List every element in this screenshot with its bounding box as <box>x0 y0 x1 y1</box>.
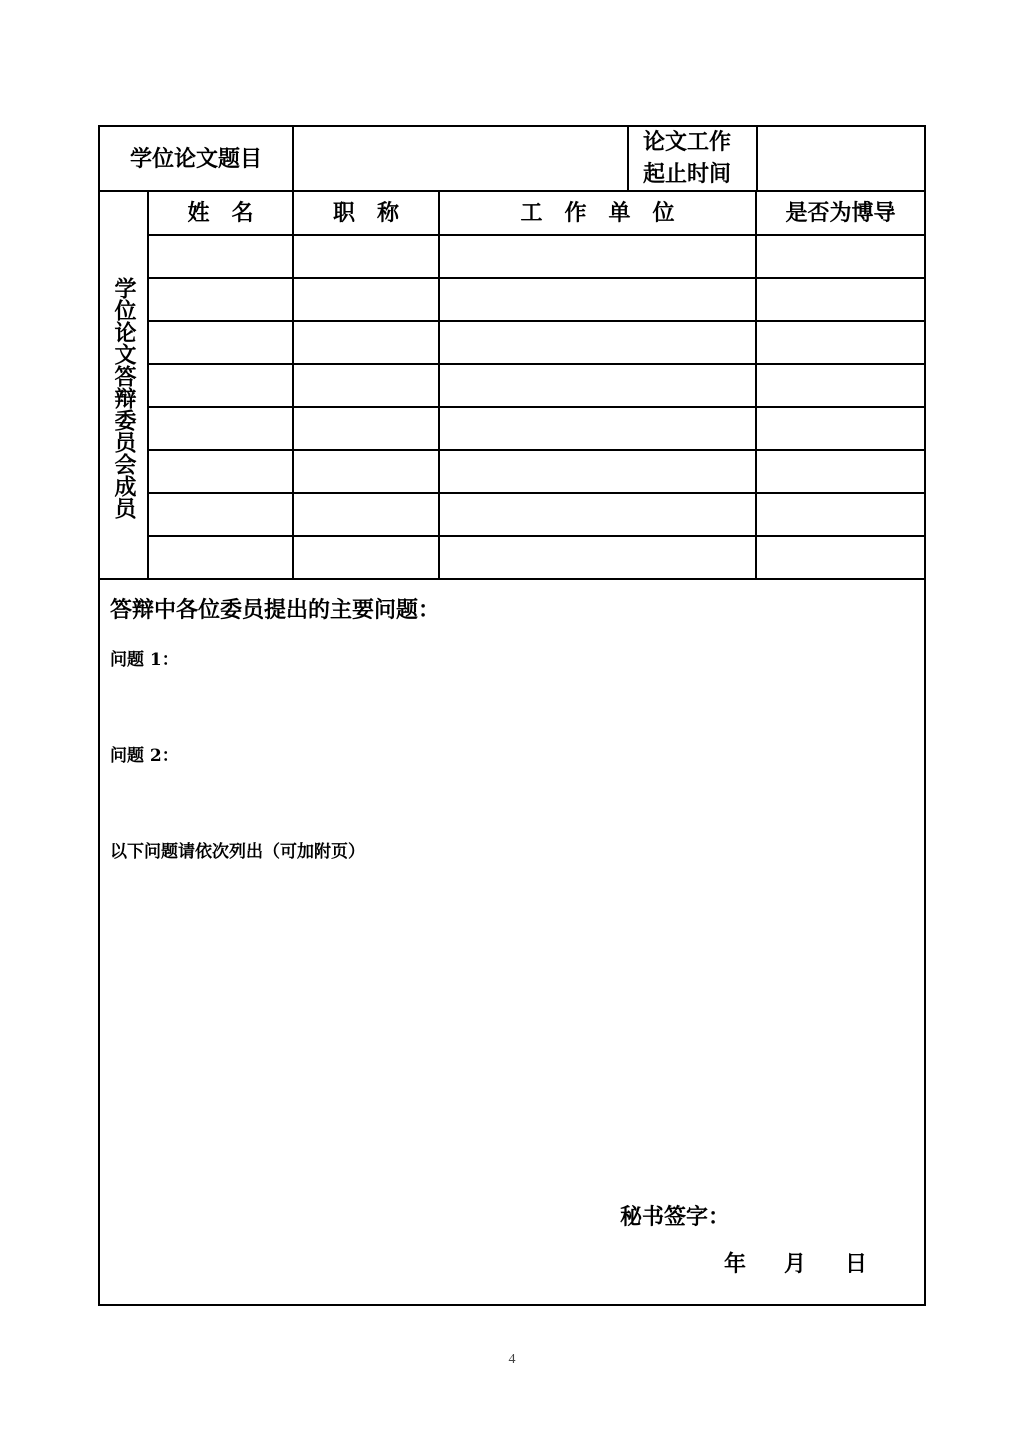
committee-cell-unit[interactable] <box>440 365 755 406</box>
committee-cell-phd-advisor[interactable] <box>757 365 924 406</box>
committee-side-label: 学位论文答辩委员会成员 <box>111 277 137 519</box>
committee-cell-name[interactable] <box>149 451 292 492</box>
committee-cell-phd-advisor[interactable] <box>757 451 924 492</box>
committee-cell-unit[interactable] <box>440 451 755 492</box>
date-year: 年 <box>724 1251 747 1277</box>
committee-cell-unit[interactable] <box>440 322 755 363</box>
question-1-label: 问题 1： <box>110 650 179 670</box>
secretary-signature-field[interactable] <box>730 1197 910 1237</box>
date-month: 月 <box>784 1251 807 1277</box>
period-field[interactable] <box>758 127 924 190</box>
committee-cell-unit[interactable] <box>440 408 755 449</box>
committee-cell-phd-advisor[interactable] <box>757 279 924 320</box>
questions-heading: 答辩中各位委员提出的主要问题： <box>110 597 441 623</box>
question-2-label: 问题 2： <box>110 746 179 766</box>
committee-cell-rank[interactable] <box>294 451 438 492</box>
committee-cell-unit[interactable] <box>440 494 755 535</box>
committee-cell-name[interactable] <box>149 279 292 320</box>
committee-cell-phd-advisor[interactable] <box>757 494 924 535</box>
committee-cell-name[interactable] <box>149 537 292 578</box>
committee-cell-phd-advisor[interactable] <box>757 537 924 578</box>
divider-header <box>100 190 924 192</box>
defense-record-form <box>98 125 926 1306</box>
committee-cell-rank[interactable] <box>294 494 438 535</box>
divider-committee-end <box>100 578 924 580</box>
committee-cell-name[interactable] <box>149 322 292 363</box>
vline-period-left <box>627 127 629 191</box>
more-questions-field[interactable] <box>110 872 910 1172</box>
committee-cell-phd-advisor[interactable] <box>757 236 924 277</box>
committee-cell-rank[interactable] <box>294 537 438 578</box>
col-header-rank: 职 称 <box>332 200 399 226</box>
committee-cell-phd-advisor[interactable] <box>757 322 924 363</box>
secretary-signature-label: 秘书签字： <box>620 1204 731 1230</box>
thesis-title-field[interactable] <box>294 127 627 190</box>
question-2-field[interactable] <box>110 771 910 831</box>
col-header-name: 姓 名 <box>187 200 254 226</box>
col-header-phd-advisor: 是否为博导 <box>785 200 896 226</box>
committee-cell-unit[interactable] <box>440 537 755 578</box>
committee-cell-rank[interactable] <box>294 365 438 406</box>
more-questions-note: 以下问题请依次列出（可加附页） <box>110 842 365 862</box>
committee-cell-rank[interactable] <box>294 236 438 277</box>
question-1-field[interactable] <box>110 675 910 735</box>
committee-cell-phd-advisor[interactable] <box>757 408 924 449</box>
committee-cell-rank[interactable] <box>294 408 438 449</box>
committee-cell-name[interactable] <box>149 494 292 535</box>
page-number: 4 <box>508 1352 516 1367</box>
committee-cell-unit[interactable] <box>440 279 755 320</box>
committee-cell-rank[interactable] <box>294 322 438 363</box>
committee-cell-name[interactable] <box>149 408 292 449</box>
period-label-line2: 起止时间 <box>643 161 732 187</box>
committee-cell-name[interactable] <box>149 365 292 406</box>
date-day: 日 <box>845 1251 868 1277</box>
col-header-unit: 工 作 单 位 <box>520 200 675 226</box>
committee-cell-name[interactable] <box>149 236 292 277</box>
period-label-line1: 论文工作 <box>643 129 732 155</box>
committee-cell-unit[interactable] <box>440 236 755 277</box>
thesis-title-label: 学位论文题目 <box>129 146 262 172</box>
committee-cell-rank[interactable] <box>294 279 438 320</box>
